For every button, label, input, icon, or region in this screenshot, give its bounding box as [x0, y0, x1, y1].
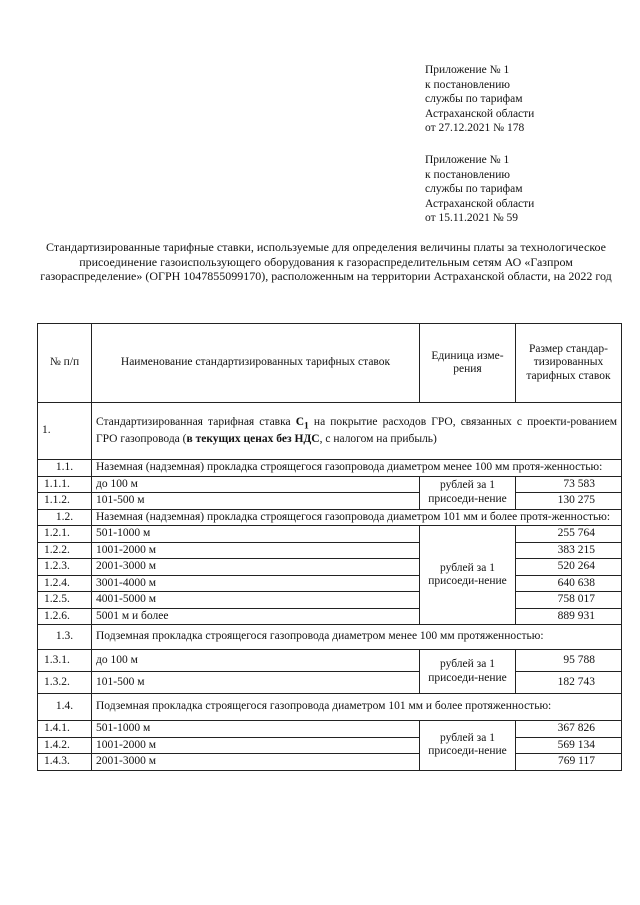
- section-text-bold: в текущих ценах без НДС: [186, 432, 320, 445]
- section-text-part: на покрытие расходов ГРО, связанных с проекти-рованием ГРО газопровода (: [96, 415, 617, 445]
- table-row: [38, 650, 622, 672]
- row-name: 1001-2000 м: [92, 737, 420, 754]
- group-num: 1.2.: [38, 509, 92, 526]
- appendix-line: к постановлению: [425, 168, 510, 181]
- unit-cell: рублей за 1 присоеди-нение: [420, 721, 516, 771]
- row-value: 520 264: [516, 559, 622, 576]
- group-num: 1.4.: [38, 694, 92, 721]
- row-name: 4001-5000 м: [92, 592, 420, 609]
- row-num: 1.1.2.: [38, 493, 92, 510]
- row-name: до 100 м: [92, 476, 420, 493]
- row-value: 889 931: [516, 608, 622, 625]
- rate-letter: С: [295, 415, 305, 428]
- table-row: [38, 575, 622, 592]
- tariff-table: [37, 323, 622, 771]
- unit-cell: рублей за 1 присоеди-нение: [420, 476, 516, 509]
- row-value: 367 826: [516, 721, 622, 738]
- table-row: [38, 672, 622, 694]
- table-row: [38, 476, 622, 493]
- header-unit: Единица изме-рения: [420, 324, 516, 403]
- row-num: 1.3.2.: [38, 672, 92, 694]
- header-size: Размер стандар-тизированных тарифных ставок: [516, 324, 622, 403]
- row-num: 1.2.4.: [38, 575, 92, 592]
- row-name: 2001-3000 м: [92, 754, 420, 771]
- row-num: 1.2.6.: [38, 608, 92, 625]
- row-value: 758 017: [516, 592, 622, 609]
- row-value: 95 788: [516, 650, 622, 672]
- appendix-block-1: [425, 63, 625, 136]
- table-row: [38, 559, 622, 576]
- group-num: 1.3.: [38, 625, 92, 650]
- header-num: № п/п: [38, 324, 92, 403]
- row-num: 1.2.5.: [38, 592, 92, 609]
- group-title: Подземная прокладка строящегося газопровода диаметром менее 100 мм протяженностью:: [92, 625, 622, 650]
- document-title: Стандартизированные тарифные ставки, используемые для определения величины платы за технологическое присоединение газоиспользующего оборудования к газораспределительным сетям АО «Газпром газораспределение» (ОГРН 1047855099170), расположенным на территории Астраханской области, на 2022 год: [40, 240, 612, 283]
- table-row: [38, 526, 622, 543]
- table-row: [38, 592, 622, 609]
- section-rate-symbol: [295, 415, 309, 432]
- rate-subscript: 1: [304, 420, 309, 432]
- appendix-line: к постановлению: [425, 78, 510, 91]
- row-value: 182 743: [516, 672, 622, 694]
- row-name: 101-500 м: [92, 672, 420, 694]
- row-name: 101-500 м: [92, 493, 420, 510]
- row-name: до 100 м: [92, 650, 420, 672]
- row-num: 1.4.2.: [38, 737, 92, 754]
- row-num: 1.2.3.: [38, 559, 92, 576]
- group-row: [38, 509, 622, 526]
- table-row: [38, 737, 622, 754]
- row-name: 3001-4000 м: [92, 575, 420, 592]
- group-title: Подземная прокладка строящегося газопровода диаметром 101 мм и более протяженностью:: [92, 694, 622, 721]
- table-row: [38, 608, 622, 625]
- table-row: [38, 542, 622, 559]
- row-value: 769 117: [516, 754, 622, 771]
- group-row: [38, 694, 622, 721]
- section-num: 1.: [38, 403, 92, 460]
- appendix-line: службы по тарифам: [425, 93, 523, 105]
- table-header-row: [38, 324, 622, 403]
- group-row: [38, 625, 622, 650]
- table-row: [38, 754, 622, 771]
- row-num: 1.4.3.: [38, 754, 92, 771]
- row-name: 501-1000 м: [92, 721, 420, 738]
- row-value: 383 215: [516, 542, 622, 559]
- row-num: 1.3.1.: [38, 650, 92, 672]
- appendix-line: от 15.11.2021 № 59: [425, 212, 519, 224]
- row-name: 1001-2000 м: [92, 542, 420, 559]
- section-row: [38, 403, 622, 460]
- header-name: Наименование стандартизированных тарифных ставок: [92, 324, 420, 403]
- unit-cell: рублей за 1 присоеди-нение: [420, 526, 516, 625]
- appendix-line: Астраханской области: [425, 197, 535, 210]
- unit-cell: рублей за 1 присоеди-нение: [420, 650, 516, 694]
- appendix-line: Приложение № 1: [425, 64, 510, 76]
- appendix-line: Астраханской области: [425, 107, 535, 120]
- appendix-line: Приложение № 1: [425, 154, 510, 166]
- appendix-line: службы по тарифам: [425, 183, 523, 195]
- row-value: 569 134: [516, 737, 622, 754]
- table-row: [38, 493, 622, 510]
- row-num: 1.2.2.: [38, 542, 92, 559]
- row-num: 1.4.1.: [38, 721, 92, 738]
- row-value: 640 638: [516, 575, 622, 592]
- row-value: 73 583: [516, 476, 622, 493]
- row-name: 5001 м и более: [92, 608, 420, 625]
- appendix-block-2: [425, 153, 625, 226]
- group-title: Наземная (надземная) прокладка строящегося газопровода диаметром 101 мм и более протя-женностью:: [92, 509, 622, 526]
- section-text-part: Стандартизированная тарифная ставка: [96, 415, 296, 428]
- group-title: Наземная (надземная) прокладка строящегося газопровода диаметром менее 100 мм протя-женностью:: [92, 460, 622, 477]
- row-name: 501-1000 м: [92, 526, 420, 543]
- group-num: 1.1.: [38, 460, 92, 477]
- section-text: [92, 403, 622, 460]
- group-row: [38, 460, 622, 477]
- table-row: [38, 721, 622, 738]
- row-num: 1.1.1.: [38, 476, 92, 493]
- row-num: 1.2.1.: [38, 526, 92, 543]
- appendix-line: от 27.12.2021 № 178: [425, 122, 525, 134]
- section-text-part: , с налогом на прибыль): [319, 432, 437, 445]
- row-value: 255 764: [516, 526, 622, 543]
- row-value: 130 275: [516, 493, 622, 510]
- row-name: 2001-3000 м: [92, 559, 420, 576]
